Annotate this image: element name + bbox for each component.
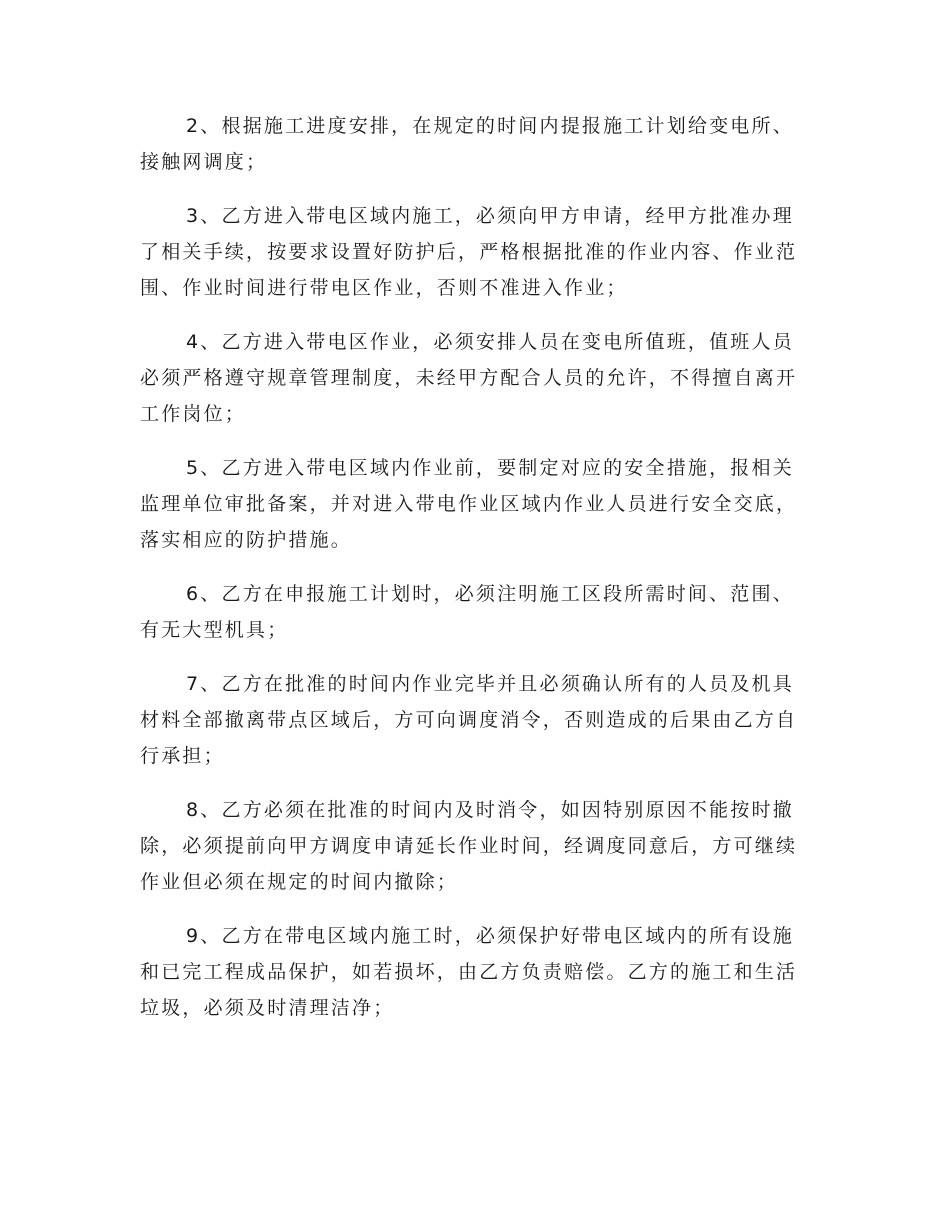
paragraph-item-5: 5、乙方进入带电区域内作业前，要制定对应的安全措施，报相关监理单位审批备案，并对进入带电作业区域内作业人员进行安全交底，落实相应的防护措施。 <box>140 457 798 551</box>
paragraph-item-9: 9、乙方在带电区域内施工时，必须保护好带电区域内的所有设施和已完工程成品保护，如若损坏，由乙方负责赔偿。乙方的施工和生活垃圾，必须及时清理洁净； <box>140 925 798 1019</box>
paragraph-item-2: 2、根据施工进度安排，在规定的时间内提报施工计划给变电所、接触网调度； <box>140 115 794 173</box>
document-body <box>140 108 810 1044</box>
paragraph-item-6: 6、乙方在申报施工计划时，必须注明施工区段所需时间、范围、有无大型机具； <box>140 583 794 641</box>
paragraph-item-7: 7、乙方在批准的时间内作业完毕并且必须确认所有的人员及机具材料全部撤离带点区域后，方可向调度消令，否则造成的后果由乙方自行承担； <box>140 673 798 767</box>
paragraph-item-3: 3、乙方进入带电区域内施工，必须向甲方申请，经甲方批准办理了相关手续，按要求设置好防护后，严格根据批准的作业内容、作业范围、作业时间进行带电区作业，否则不准进入作业； <box>140 205 798 299</box>
paragraph-item-4: 4、乙方进入带电区作业，必须安排人员在变电所值班，值班人员必须严格遵守规章管理制度，未经甲方配合人员的允许，不得擅自离开工作岗位； <box>140 331 798 425</box>
paragraph-item-8: 8、乙方必须在批准的时间内及时消令，如因特别原因不能按时撤除，必须提前向甲方调度申请延长作业时间，经调度同意后，方可继续作业但必须在规定的时间内撤除； <box>140 799 798 893</box>
